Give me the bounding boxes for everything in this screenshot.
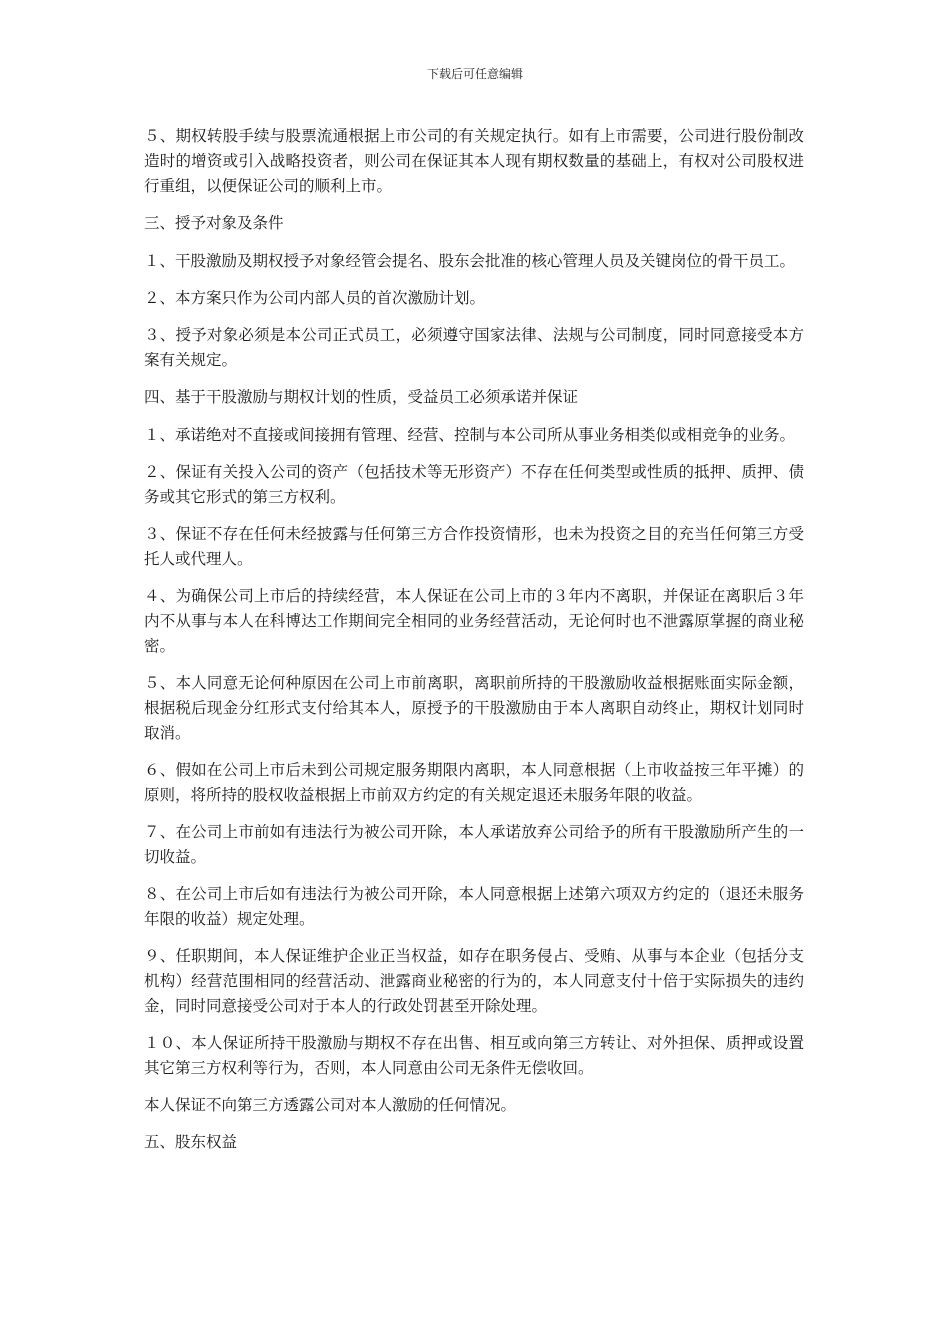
- paragraph-3-1: １、干股激励及期权授予对象经管会提名、股东会批准的核心管理人员及关键岗位的骨干员工。: [144, 252, 796, 270]
- paragraph-3-3: ３、授予对象必须是本公司正式员工，必须遵守国家法律、法规与公司制度，同时同意接受本方案有关规定。: [144, 326, 804, 369]
- paragraph-3-2: ２、本方案只作为公司内部人员的首次激励计划。: [144, 289, 486, 307]
- paragraph-4-7: ７、在公司上市前如有违法行为被公司开除，本人承诺放弃公司给予的所有干股激励所产生的一切收益。: [144, 823, 804, 866]
- section-heading-3: 三、授予对象及条件: [144, 214, 284, 232]
- paragraph-4-10: １０、本人保证所持干股激励与期权不存在出售、相互或向第三方转让、对外担保、质押或设置其它第三方权利等行为，否则，本人同意由公司无条件无偿收回。: [144, 1034, 804, 1077]
- paragraph-item-5-share-conversion: ５、期权转股手续与股票流通根据上市公司的有关规定执行。如有上市需要，公司进行股份制改造时的增资或引入战略投资者，则公司在保证其本人现有期权数量的基础上，有权对公司股权进行重组，以便保证公司的顺利上市。: [144, 127, 804, 195]
- document-body: [144, 124, 804, 1168]
- paragraph-4-3: ３、保证不存在任何未经披露与任何第三方合作投资情形，也未为投资之目的充当任何第三方受托人或代理人。: [144, 525, 804, 568]
- paragraph-4-9: ９、任职期间，本人保证维护企业正当权益，如存在职务侵占、受贿、从事与本企业（包括分支机构）经营范围相同的经营活动、泄露商业秘密的行为的，本人同意支付十倍于实际损失的违约金，同时同意接受公司对于本人的行政处罚甚至开除处理。: [144, 947, 804, 1015]
- section-heading-4: 四、基于干股激励与期权计划的性质，受益员工必须承诺并保证: [144, 388, 579, 406]
- paragraph-4-2: ２、保证有关投入公司的资产（包括技术等无形资产）不存在任何类型或性质的抵押、质押、债务或其它形式的第三方权利。: [144, 463, 804, 506]
- paragraph-4-6: ６、假如在公司上市后未到公司规定服务期限内离职，本人同意根据（上市收益按三年平摊）的原则，将所持的股权收益根据上市前双方约定的有关规定退还未服务年限的收益。: [144, 761, 804, 804]
- paragraph-4-5: ５、本人同意无论何种原因在公司上市前离职，离职前所持的干股激励收益根据账面实际金额，根据税后现金分红形式支付给其本人，原授予的干股激励由于本人离职自动终止，期权计划同时取消。: [144, 674, 804, 742]
- section-heading-5: 五、股东权益: [144, 1133, 238, 1151]
- paragraph-4-4: ４、为确保公司上市后的持续经营，本人保证在公司上市的３年内不离职，并保证在离职后３年内不从事与本人在科博达工作期间完全相同的业务经营活动，无论何时也不泄露原掌握的商业秘密。: [144, 587, 804, 655]
- page-header: 下载后可任意编辑: [426, 67, 523, 81]
- paragraph-4-1: １、承诺绝对不直接或间接拥有管理、经营、控制与本公司所从事业务相类似或相竞争的业务。: [144, 426, 796, 444]
- paragraph-4-8: ８、在公司上市后如有违法行为被公司开除，本人同意根据上述第六项双方约定的（退还未服务年限的收益）规定处理。: [144, 885, 804, 928]
- paragraph-confidentiality: 本人保证不向第三方透露公司对本人激励的任何情况。: [144, 1096, 517, 1114]
